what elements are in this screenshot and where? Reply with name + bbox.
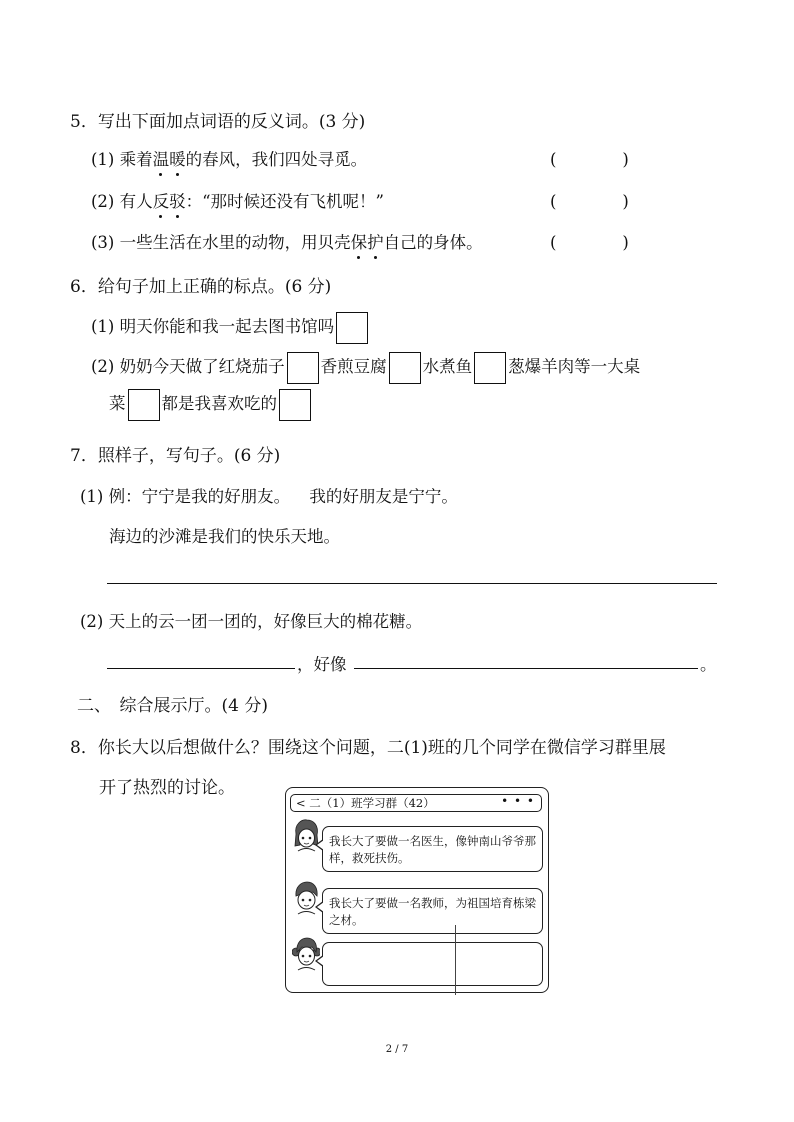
answer-line[interactable] xyxy=(354,668,698,669)
fill-period: 。 xyxy=(700,655,717,674)
section-2-title: 二、 综合展示厅。(4 分) xyxy=(77,696,268,716)
dotted-char: 温 xyxy=(153,146,170,170)
item-text: 水煮鱼 xyxy=(422,357,473,376)
dotted-char: 护 xyxy=(367,229,384,253)
punctuation-box[interactable] xyxy=(279,389,311,421)
item-number: (2) xyxy=(91,357,115,376)
item-number: (1) xyxy=(80,487,104,506)
chat-bubble-3-empty[interactable] xyxy=(322,942,543,986)
item-text: 都是我喜欢吃的 xyxy=(161,394,277,413)
example-sentence-b: 我的好朋友是宁宁。 xyxy=(309,487,458,506)
item-number: (1) xyxy=(91,150,115,169)
item-text: 乘着 xyxy=(119,150,153,169)
punctuation-box[interactable] xyxy=(128,389,160,421)
example-sentence-a: 宁宁是我的好朋友。 xyxy=(141,487,291,506)
chat-bubble-1: 我长大了要做一名医生，像钟南山爷爷那样，救死扶伤。 xyxy=(322,826,543,872)
item-text: 有人 xyxy=(119,192,153,211)
item-number: (2) xyxy=(80,612,104,631)
answer-blank-3[interactable]: ( ) xyxy=(550,233,629,252)
dotted-char: 保 xyxy=(351,229,368,253)
punctuation-box[interactable] xyxy=(389,352,421,384)
q8-line-1: 8．你长大以后想做什么？围绕这个问题，二(1)班的几个同学在微信学习群里展 xyxy=(70,738,666,758)
answer-blank-1[interactable]: ( ) xyxy=(550,150,629,169)
item-text: 一些生活在水里的动物，用贝壳 xyxy=(119,233,351,252)
q5-item-2 xyxy=(91,188,384,212)
item-number: (2) xyxy=(91,192,115,211)
q8-line-2: 开了热烈的讨论。 xyxy=(99,778,235,798)
q5-item-1 xyxy=(91,146,367,170)
answer-blank-2[interactable]: ( ) xyxy=(550,192,629,211)
item-text: 天上的云一团一团的，好像巨大的棉花糖。 xyxy=(108,612,423,631)
punctuation-box[interactable] xyxy=(336,312,368,344)
item-text: ：“那时候还没有飞机呢！” xyxy=(185,192,384,211)
q6-item-1 xyxy=(91,310,370,344)
q5-title: 5．写出下面加点词语的反义词。(3 分) xyxy=(70,112,366,132)
dotted-char: 驳 xyxy=(169,188,186,212)
punctuation-box[interactable] xyxy=(474,352,506,384)
item-text: 明天你能和我一起去图书馆吗 xyxy=(119,317,335,336)
item-number: (3) xyxy=(91,233,115,252)
answer-line[interactable] xyxy=(107,583,717,584)
answer-line[interactable] xyxy=(107,668,295,669)
fill-connector: ，好像 xyxy=(297,655,347,674)
item-text: 奶奶今天做了红烧茄子 xyxy=(119,357,285,376)
dotted-char: 暖 xyxy=(169,146,186,170)
divider-line xyxy=(455,925,456,995)
q6-item-2-line-1 xyxy=(91,350,640,384)
q7-item-2 xyxy=(80,608,422,632)
example-label: 例： xyxy=(108,487,142,506)
chat-window xyxy=(285,787,549,993)
item-text: 葱爆羊肉等一大桌 xyxy=(508,357,641,376)
item-text: 香煎豆腐 xyxy=(320,357,387,376)
more-options-icon[interactable]: • • • xyxy=(501,794,535,808)
q5-item-3 xyxy=(91,229,483,253)
q6-item-2-line-2 xyxy=(109,387,313,421)
item-text: 自己的身体。 xyxy=(383,233,483,252)
dotted-char: 反 xyxy=(153,188,170,212)
item-text: 的春风，我们四处寻觅。 xyxy=(185,150,368,169)
page-number: 2 / 7 xyxy=(385,1044,409,1055)
chat-title[interactable]: < 二（1）班学习群（42） xyxy=(296,796,435,810)
q7-item-1-prompt: 海边的沙滩是我们的快乐天地。 xyxy=(109,527,340,546)
q6-title: 6．给句子加上正确的标点。(6 分) xyxy=(70,277,332,297)
chat-header xyxy=(290,794,542,812)
q7-title: 7．照样子，写句子。(6 分) xyxy=(70,446,281,466)
item-number: (1) xyxy=(91,317,115,336)
punctuation-box[interactable] xyxy=(287,352,319,384)
item-text: 菜 xyxy=(109,394,126,413)
chat-bubble-2: 我长大了要做一名教师，为祖国培育栋梁之材。 xyxy=(322,888,543,934)
q7-item-1-example xyxy=(80,483,458,507)
